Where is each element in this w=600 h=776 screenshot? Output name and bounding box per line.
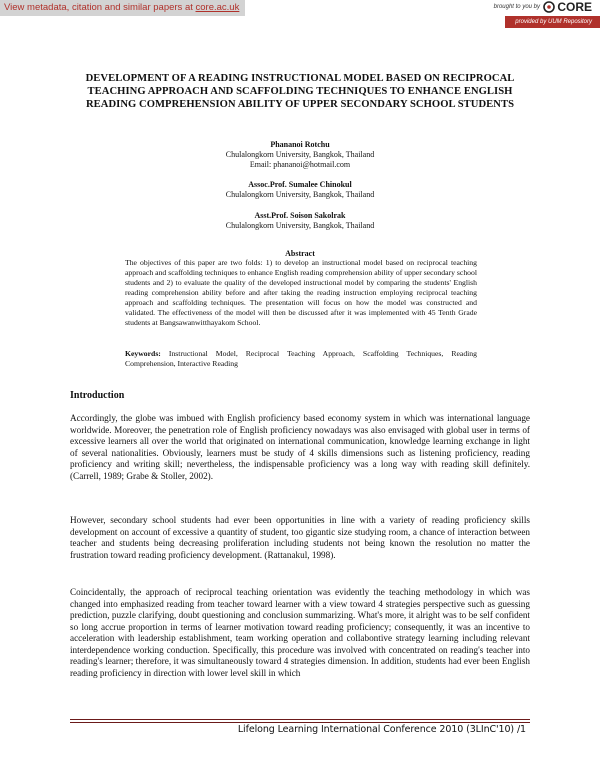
author-email: Email: phananoi@hotmail.com — [249, 160, 351, 169]
abstract-heading: Abstract — [285, 249, 315, 258]
provided-by-badge[interactable]: provided by UUM Repository — [505, 16, 600, 28]
author-2 — [70, 180, 530, 200]
core-logo[interactable] — [540, 0, 592, 14]
core-link-site[interactable]: core.ac.uk — [195, 2, 240, 13]
keywords-text: Instructional Model, Reciprocal Teaching Approach, Scaffolding Techniques, Reading Comprehension, Interactive Reading — [125, 349, 477, 368]
footer-divider — [70, 719, 530, 723]
author-name: Asst.Prof. Soison Sakolrak — [254, 211, 346, 220]
core-banner — [0, 0, 600, 28]
body-paragraph-3: Coincidentally, the approach of reciprocal teaching orientation was evidently the teaching methodology in which was changed into emphasized reading from teacher toward learner with a view toward 4 strategies perspective such as guessing prediction, puzzle clarifying, doubt questioning and conclusion summarizing. What's more, it alright was to be self confident so long accrue proportion in terms of learner motivation toward reading proficiency; consequently, it was an incentive to acceleration with leadership establishment, team working operation and collabontive strategy learning including relevant interdependence working conduction. Specifically, this procedure was involved with concentrated on reading's teacher into reading's learner; therefore, it was simultaneously toward 4 strategies dimension. In addition, students had ever been English reading proficiency in direction with lower level skill in which — [70, 587, 530, 678]
footer-conference-text: Lifelong Learning International Conference 2010 (3LInC'10) /1 — [237, 724, 526, 735]
section-heading-introduction: Introduction — [70, 390, 125, 401]
core-logo-text: CORE — [557, 0, 592, 14]
author-name: Assoc.Prof. Sumalee Chinokul — [248, 180, 352, 189]
author-1 — [70, 140, 530, 170]
keywords-label: Keywords: — [125, 349, 161, 358]
author-affiliation: Chulalongkorn University, Bangkok, Thailand — [225, 150, 375, 159]
core-logo-icon — [543, 1, 555, 13]
author-affiliation: Chulalongkorn University, Bangkok, Thailand — [225, 221, 375, 230]
abstract-text: The objectives of this paper are two folds: 1) to develop an instructional model based on reciprocal teaching approach and scaffolding techniques to enhance English reading comprehension ability of upper secondary school students and 2) to evaluate the quality of the developed instructional model by comparing the students' English reading comprehension ability before and after taking the reading instruction employing reciprocal teaching approach and scaffolding techniques. The presentation will focus on how the model was constructed and validated. The effectiveness of the model will then be discussed after it was implemented with 45 Tenth Grade students at Bangsawanwitthayakom School. — [125, 258, 477, 327]
brought-by-label: brought to you by — [493, 4, 540, 10]
author-name: Phananoi Rotchu — [270, 140, 330, 149]
author-3 — [70, 211, 530, 231]
keywords — [125, 349, 477, 369]
body-paragraph-2: However, secondary school students had ever been opportunities in line with a variety of reading proficiency skills development on account of excessive a quantity of student, too gigantic size studying room, a chance of interaction between teacher and students being decreasing proliferation including students not being known the resolution no matter the frustration toward reading proficiency development. (Rattanakul, 1998). — [70, 515, 530, 560]
author-affiliation: Chulalongkorn University, Bangkok, Thailand — [225, 190, 375, 199]
core-link-prefix: View metadata, citation and similar papers at — [4, 2, 196, 13]
paper-title: DEVELOPMENT OF A READING INSTRUCTIONAL MODEL BASED ON RECIPROCAL TEACHING APPROACH AND SCAFFOLDING TECHNIQUES TO ENHANCE ENGLISH READING COMPREHENSION ABILITY OF UPPER SECONDARY SCHOOL STUDENTS — [85, 73, 515, 110]
core-metadata-link[interactable] — [0, 0, 245, 16]
body-paragraph-1: Accordingly, the globe was imbued with English proficiency based economy system in which was international language worldwide. Moreover, the penetration role of English proficiency nowadays was also envisaged with global user in terms of excessive learners all over the world that originated on international communication, knowledge learning exchange in light of several nationalities. Obviously, learners must be study of 4 skills dimensions such as listening proficiency, reading proficiency and writing skill; nevertheless, the indispensable proficiency was a long way with reading skill definitely. (Carrell, 1989; Grabe & Stoller, 2002). — [70, 413, 530, 481]
